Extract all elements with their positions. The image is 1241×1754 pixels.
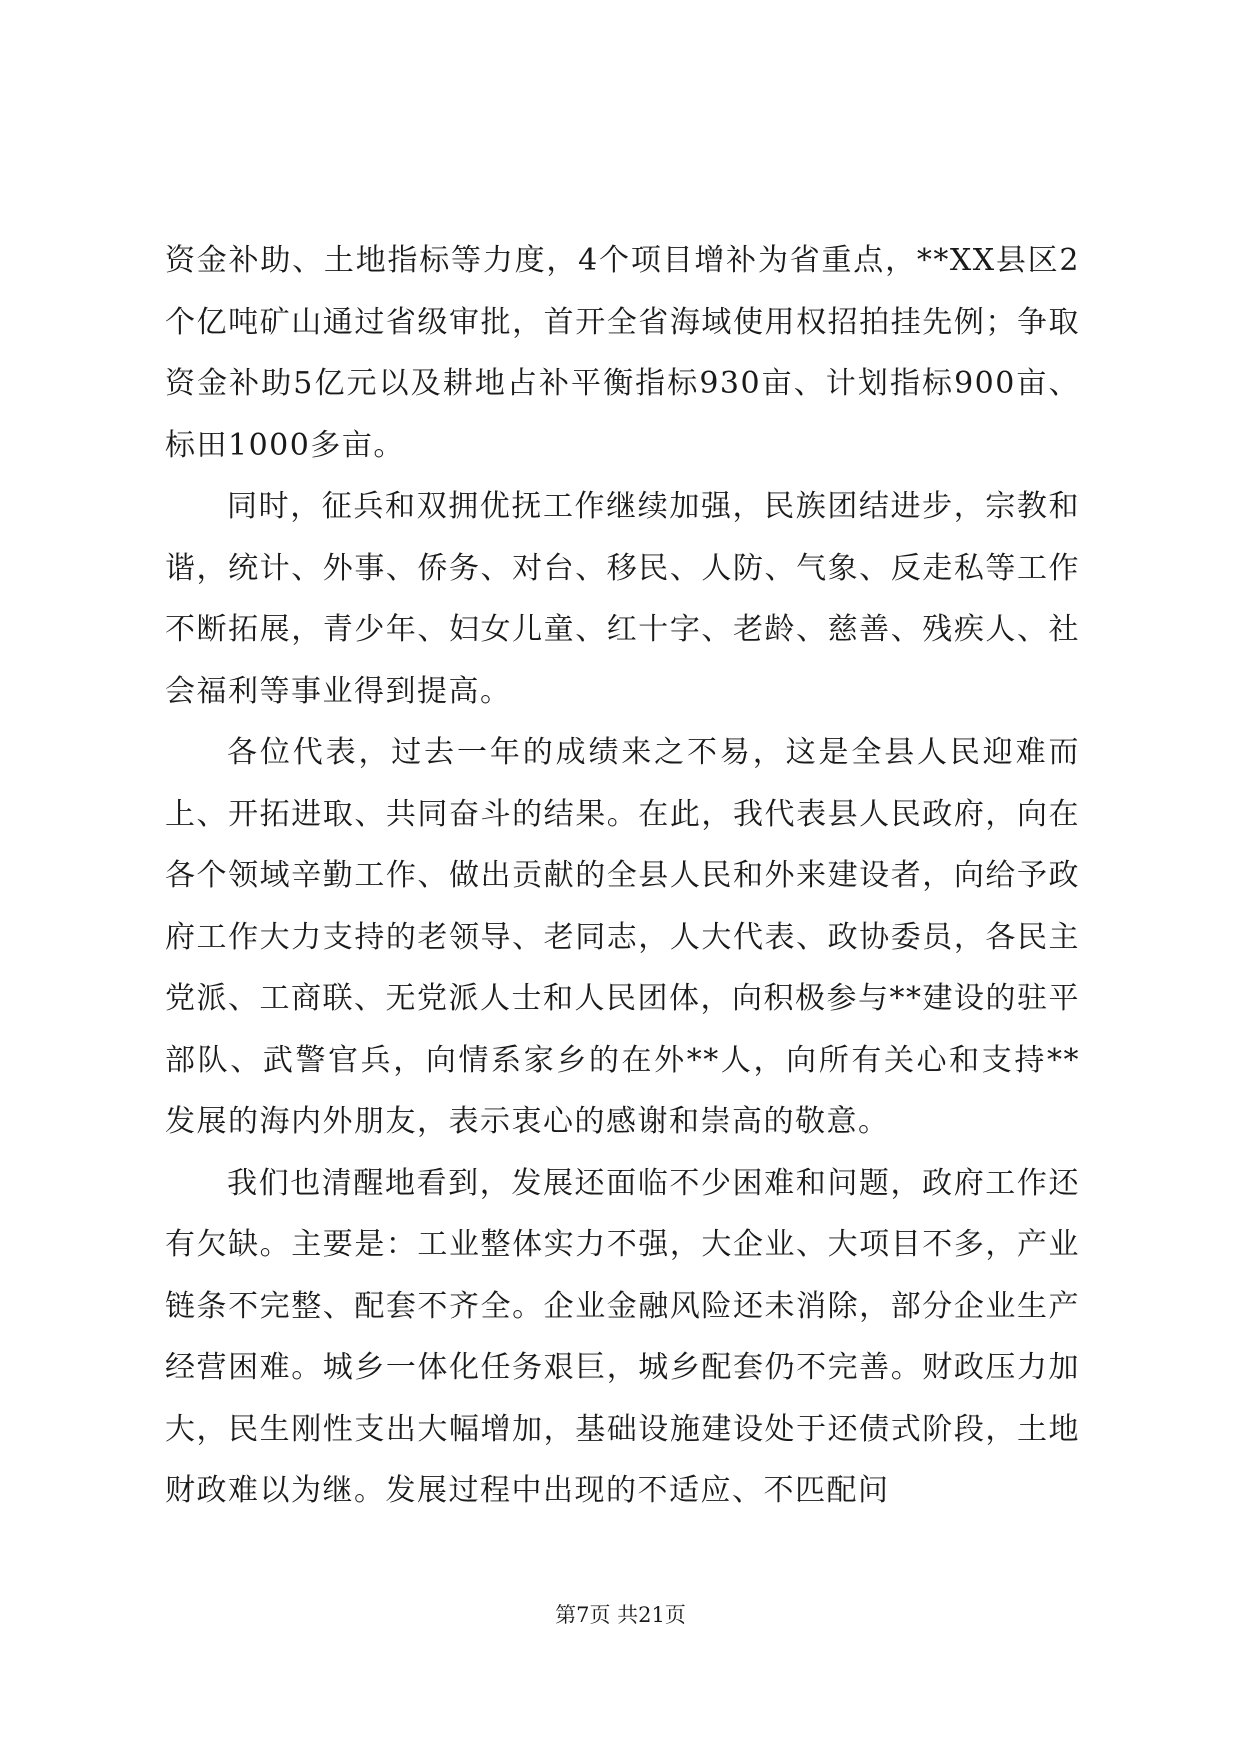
document-body [165, 230, 1080, 1522]
paragraph-problems: 我们也清醒地看到，发展还面临不少困难和问题，政府工作还有欠缺。主要是：工业整体实力不强，大企业、大项目不多，产业链条不完整、配套不齐全。企业金融风险还未消除，部分企业生产经营困难。城乡一体化任务艰巨，城乡配套仍不完善。财政压力加大，民生刚性支出大幅增加，基础设施建设处于还债式阶段，土地财政难以为继。发展过程中出现的不适应、不匹配问 [165, 1165, 1080, 1508]
page-number-footer: 第7页 共21页 [555, 1603, 686, 1627]
paragraph-continued: 资金补助、土地指标等力度，4个项目增补为省重点，**XX县区2个亿吨矿山通过省级审批，首开全省海域使用权招拍挂先例；争取资金补助5亿元以及耕地占补平衡指标930亩、计划指标900亩、标田1000多亩。 [165, 243, 1080, 463]
paragraph-conscription: 同时，征兵和双拥优抚工作继续加强，民族团结进步，宗教和谐，统计、外事、侨务、对台、移民、人防、气象、反走私等工作不断拓展，青少年、妇女儿童、红十字、老龄、慈善、残疾人、社会福利等事业得到提高。 [165, 489, 1080, 709]
paragraph-thanks: 各位代表，过去一年的成绩来之不易，这是全县人民迎难而上、开拓进取、共同奋斗的结果。在此，我代表县人民政府，向在各个领域辛勤工作、做出贡献的全县人民和外来建设者，向给予政府工作大力支持的老领导、老同志，人大代表、政协委员，各民主党派、工商联、无党派人士和人民团体，向积极参与**建设的驻平部队、武警官兵，向情系家乡的在外**人，向所有关心和支持**发展的海内外朋友，表示衷心的感谢和崇高的敬意。 [165, 735, 1080, 1139]
